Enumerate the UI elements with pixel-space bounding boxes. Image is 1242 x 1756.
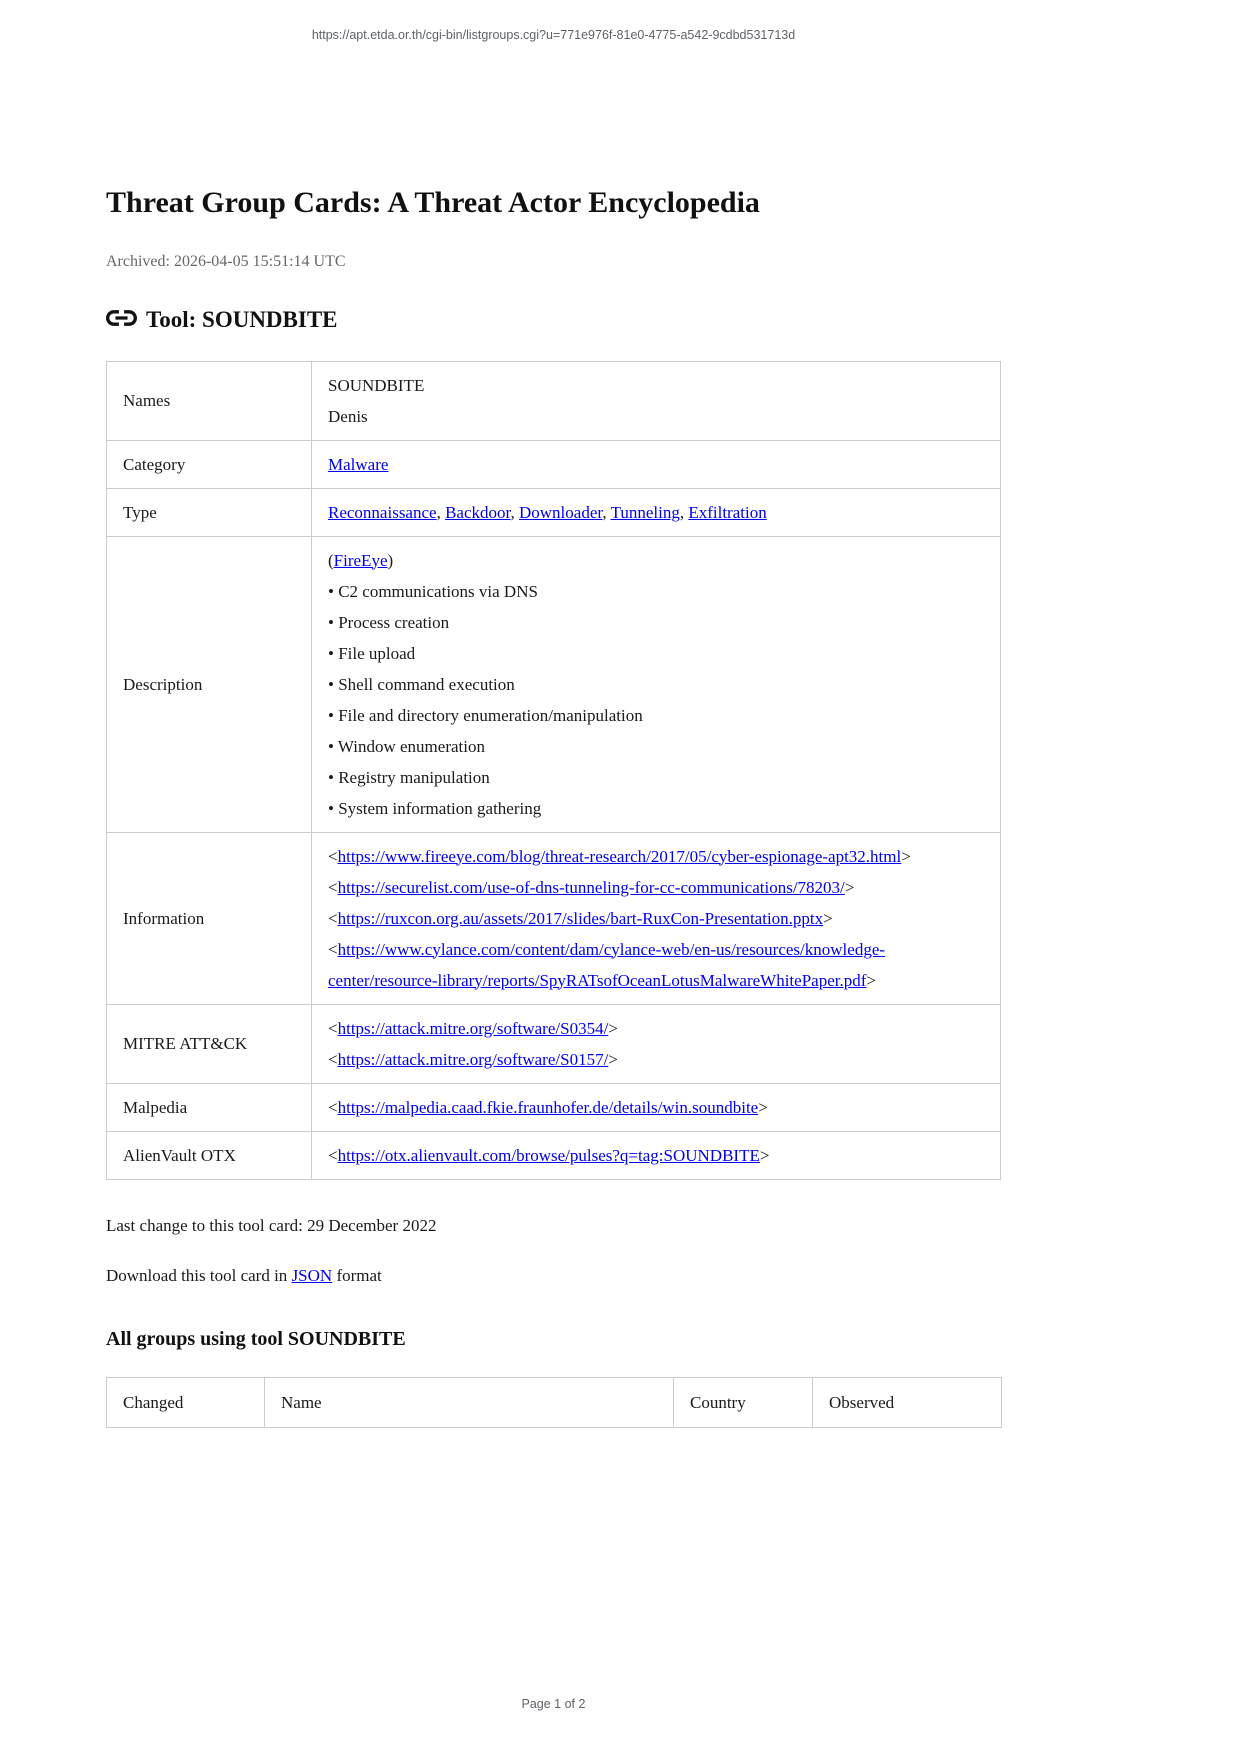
cell-line [328, 872, 984, 903]
cell-text: • Window enumeration [328, 736, 485, 756]
cell-text: > [758, 1097, 768, 1117]
cell-line [328, 1140, 984, 1171]
tool-card-table [106, 361, 1001, 1180]
cell-link[interactable]: FireEye [333, 550, 388, 570]
chain-link-icon [106, 307, 137, 329]
cell-text: • File upload [328, 643, 416, 663]
last-change-note: Last change to this tool card: 29 December 2022 [106, 1215, 437, 1235]
cell-text: > [608, 1018, 618, 1038]
groups-header-country: Country [674, 1377, 813, 1427]
cell-text: SOUNDBITE [328, 375, 425, 395]
tool-card-row [107, 440, 1001, 488]
download-prefix: Download this tool card in [106, 1265, 292, 1285]
json-download-link[interactable]: JSON [291, 1265, 333, 1285]
cell-line [328, 497, 984, 528]
tool-card-row [107, 832, 1001, 1004]
tool-card-row-label: MITRE ATT&CK [107, 1004, 312, 1083]
cell-text: , [679, 502, 689, 522]
cell-link[interactable]: Backdoor [445, 502, 511, 522]
cell-text: > [823, 908, 833, 928]
cell-line [328, 841, 984, 872]
cell-text: • C2 communications via DNS [328, 581, 538, 601]
cell-line [328, 934, 984, 996]
tool-card-row-value [312, 440, 1001, 488]
cell-text: < [328, 846, 338, 866]
cell-text: < [328, 1097, 338, 1117]
tool-heading-label: Tool: SOUNDBITE [146, 306, 338, 332]
tool-card-row-value [312, 488, 1001, 536]
download-line [106, 1260, 1001, 1291]
tool-card-body [107, 361, 1001, 1179]
cell-text: > [844, 877, 855, 897]
cell-link[interactable]: Exfiltration [688, 502, 767, 522]
cell-text: > [901, 846, 911, 866]
groups-header-name: Name [265, 1377, 674, 1427]
cell-text: • Shell command execution [328, 674, 515, 694]
tool-card-row-label: Category [107, 440, 312, 488]
page-title: Threat Group Cards: A Threat Actor Encyclopedia [106, 186, 760, 219]
tool-card-row [107, 1083, 1001, 1131]
tool-card-row-label: Malpedia [107, 1083, 312, 1131]
cell-line [328, 731, 984, 762]
cell-line [328, 762, 984, 793]
cell-link[interactable]: https://www.cylance.com/content/dam/cylance-web/en-us/resources/knowledge-center/resource-library/reports/SpyRATsofOceanLotusMalwareWhitePaper.pdf [328, 939, 886, 990]
cell-text: , [602, 502, 611, 522]
card-meta [106, 1210, 1001, 1291]
groups-table [106, 1377, 1002, 1428]
tool-card-row-label: Names [107, 361, 312, 440]
page-number: Page 1 of 2 [521, 1697, 586, 1711]
cell-text: > [759, 1145, 770, 1165]
cell-text: • File and directory enumeration/manipulation [328, 705, 643, 725]
cell-link[interactable]: https://ruxcon.org.au/assets/2017/slides/bart-RuxCon-Presentation.pptx [337, 908, 824, 928]
cell-line [328, 903, 984, 934]
cell-link[interactable]: https://securelist.com/use-of-dns-tunneling-for-cc-communications/78203/ [337, 877, 845, 897]
cell-text: < [328, 908, 338, 928]
tool-card-row [107, 361, 1001, 440]
cell-line [328, 638, 984, 669]
tool-card-row [107, 1004, 1001, 1083]
tool-card-row [107, 488, 1001, 536]
cell-text: > [608, 1049, 618, 1069]
groups-heading: All groups using tool SOUNDBITE [106, 1327, 406, 1350]
tool-card-row-value [312, 1131, 1001, 1179]
tool-heading [106, 307, 1001, 333]
cell-link[interactable]: https://www.fireeye.com/blog/threat-research/2017/05/cyber-espionage-apt32.html [337, 846, 902, 866]
cell-link[interactable]: https://attack.mitre.org/software/S0157/ [337, 1049, 609, 1069]
download-suffix: format [332, 1265, 382, 1285]
cell-line [328, 401, 984, 432]
cell-link[interactable]: Tunneling [610, 502, 680, 522]
cell-text: , [436, 502, 446, 522]
cell-text: < [328, 1018, 338, 1038]
cell-line [328, 1044, 984, 1075]
cell-line [328, 669, 984, 700]
cell-text: < [328, 1145, 338, 1165]
cell-line [328, 576, 984, 607]
cell-link[interactable]: https://malpedia.caad.fkie.fraunhofer.de/details/win.soundbite [337, 1097, 759, 1117]
groups-header-observed: Observed [813, 1377, 1002, 1427]
tool-card-row-value [312, 1083, 1001, 1131]
cell-text: • System information gathering [328, 798, 542, 818]
cell-line [328, 1092, 984, 1123]
tool-card-row-value [312, 832, 1001, 1004]
tool-card-row-label: Information [107, 832, 312, 1004]
cell-text: ) [387, 550, 394, 570]
tool-card-row-value [312, 361, 1001, 440]
cell-line [328, 793, 984, 824]
tool-card-row-label: Type [107, 488, 312, 536]
cell-text: < [328, 939, 338, 959]
cell-line [328, 449, 984, 480]
tool-card-row-value [312, 536, 1001, 832]
cell-link[interactable]: Malware [328, 454, 389, 474]
cell-text: • Registry manipulation [328, 767, 490, 787]
cell-text: > [866, 970, 876, 990]
cell-line [328, 370, 984, 401]
tool-card-row-label: AlienVault OTX [107, 1131, 312, 1179]
cell-text: Denis [328, 406, 368, 426]
groups-header-row [107, 1377, 1002, 1427]
cell-text: < [328, 1049, 338, 1069]
tool-card-row [107, 536, 1001, 832]
cell-line [328, 1013, 984, 1044]
tool-card-row [107, 1131, 1001, 1179]
print-header-url: https://apt.etda.or.th/cgi-bin/listgroups.cgi?u=771e976f-81e0-4775-a542-9cdbd531713d [311, 28, 796, 42]
cell-text: • Process creation [328, 612, 450, 632]
groups-header-changed: Changed [107, 1377, 265, 1427]
cell-text: ( [328, 550, 334, 570]
cell-link[interactable]: https://attack.mitre.org/software/S0354/ [337, 1018, 609, 1038]
archived-timestamp: Archived: 2026-04-05 15:51:14 UTC [106, 252, 346, 270]
cell-line [328, 700, 984, 731]
tool-card-row-label: Description [107, 536, 312, 832]
cell-text: < [328, 877, 338, 897]
cell-text: , [510, 502, 519, 522]
cell-line [328, 607, 984, 638]
cell-link[interactable]: Reconnaissance [328, 502, 437, 522]
cell-line [328, 545, 984, 576]
tool-card-row-value [312, 1004, 1001, 1083]
cell-link[interactable]: https://otx.alienvault.com/browse/pulses?q=tag:SOUNDBITE [337, 1145, 760, 1165]
cell-link[interactable]: Downloader [519, 502, 603, 522]
